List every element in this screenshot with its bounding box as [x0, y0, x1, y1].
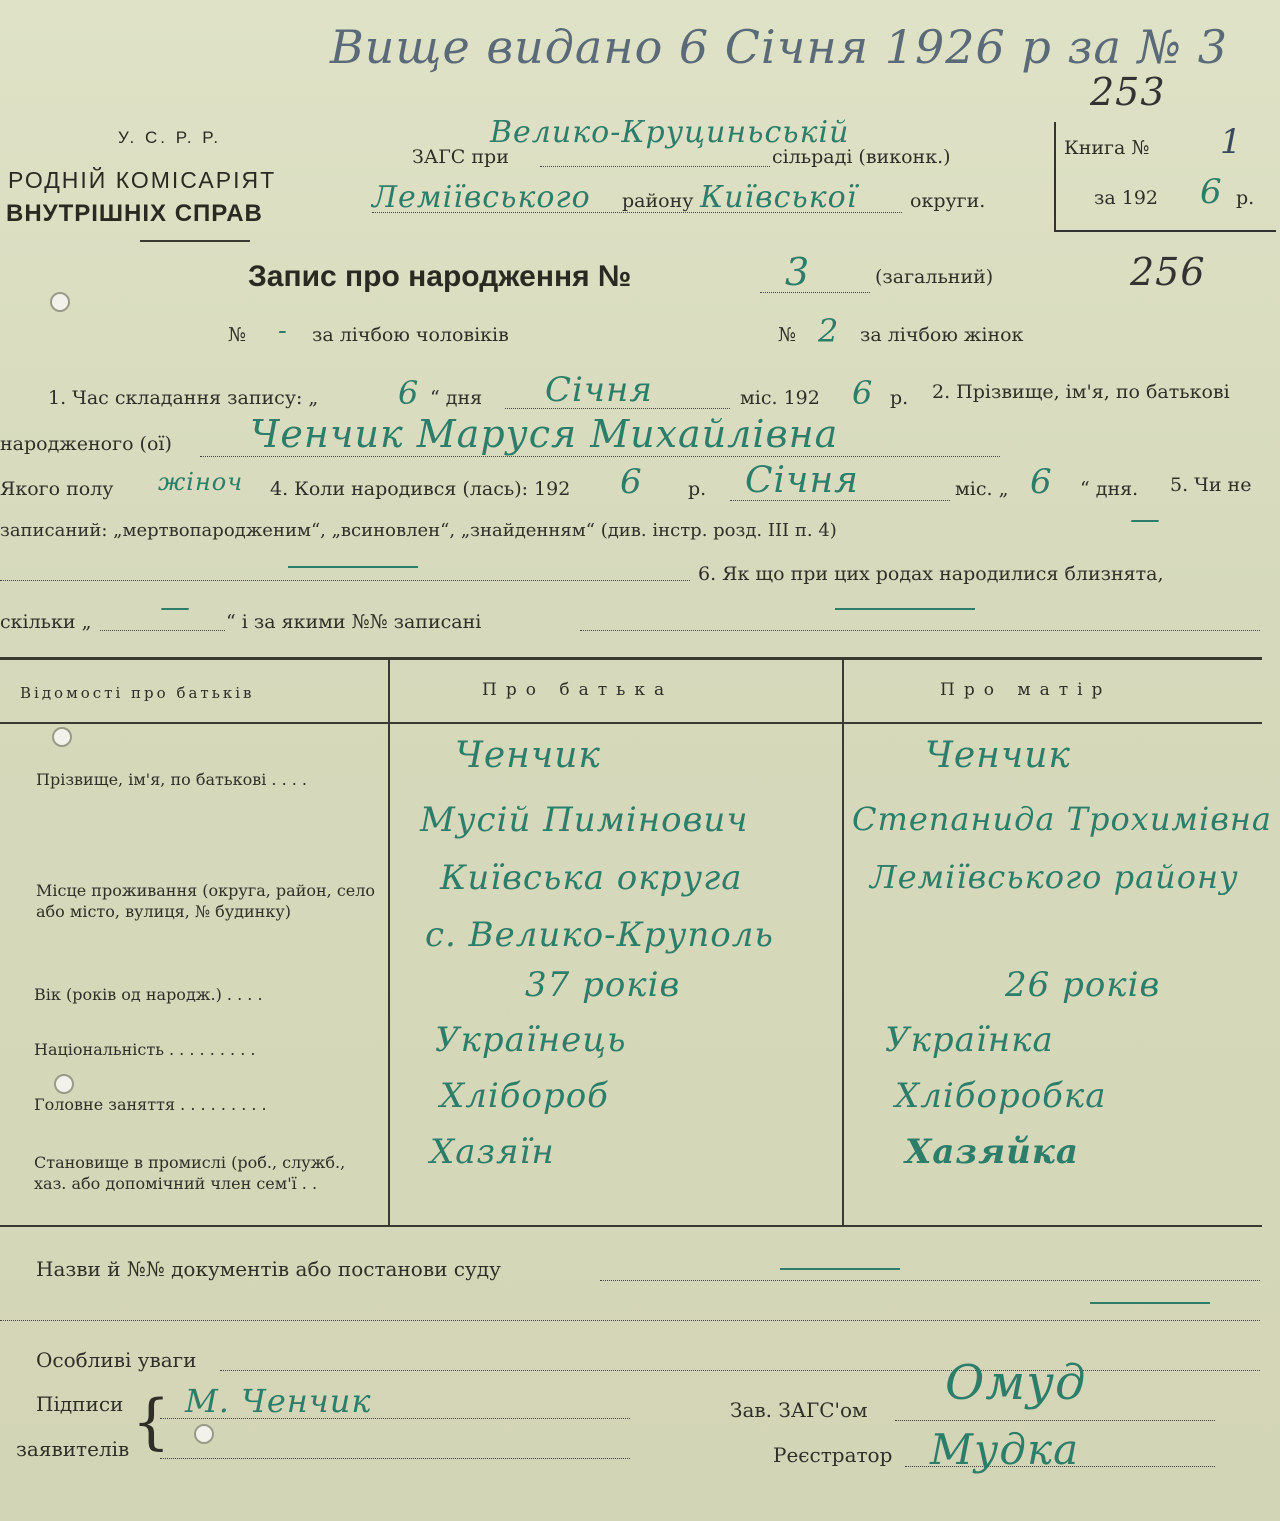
col-head-mother: Про матір [940, 680, 1112, 700]
book-year-digit: 6 [1200, 172, 1223, 212]
top-handwritten-note: Вище видано 6 Січня 1926 р за № 3 [330, 20, 1229, 74]
field6-fill-line [100, 630, 225, 631]
head-signature: Омуд [945, 1355, 1087, 1411]
col-head-parents: Відомості про батьків [20, 684, 255, 702]
mother-occupation: Хліборобка [895, 1076, 1107, 1116]
book-year-suffix: р. [1236, 187, 1255, 209]
field6-cont-a: скільки „ [0, 611, 92, 633]
zags-prefix: ЗАГС при [412, 146, 509, 168]
okrug-label: округи. [910, 190, 986, 212]
field3-label: Якого полу [0, 478, 114, 500]
applicant-signature: М. Ченчик [185, 1382, 372, 1420]
row-label-occupation: Головне заняття . . . . . . . . . [34, 1095, 267, 1114]
field1-month: Січня [545, 370, 653, 410]
field5-dash [288, 566, 418, 568]
table-top-rule [0, 657, 1262, 660]
applicant-line-2 [160, 1458, 630, 1459]
mother-surname: Ченчик [925, 735, 1071, 776]
field1-month-line [505, 408, 730, 409]
col-head-father: Про батька [482, 680, 674, 700]
father-nationality: Українець [435, 1020, 627, 1060]
commissariat-line1: РОДНІЙ КОМІСАРІЯТ [8, 167, 277, 193]
child-name: Ченчик Маруся Михайлівна [250, 412, 839, 456]
father-name: Мусій Пимінович [420, 800, 749, 840]
field1-label: 1. Час складання запису: „ [48, 387, 319, 409]
punch-hole [194, 1424, 214, 1444]
signatures-label-1: Підписи [36, 1392, 124, 1416]
birth-day-label: “ дня. [1080, 478, 1139, 500]
table-head-rule [0, 722, 1262, 724]
documents-label: Назви й №№ документів або постанови суду [36, 1257, 501, 1281]
record-general: (загальний) [875, 266, 994, 288]
documents-dash [780, 1268, 900, 1270]
district-label: району [622, 190, 694, 212]
row-label-nationality: Національність . . . . . . . . . [34, 1040, 256, 1059]
field1-day-label: “ дня [430, 387, 483, 409]
zags-suffix: сільраді (виконк.) [772, 146, 951, 168]
documents-line-2 [0, 1320, 1260, 1321]
record-number-line [760, 292, 870, 293]
record-title: Запис про народження № [248, 260, 632, 293]
village-council-hand: Велико-Круциньській [490, 115, 850, 150]
female-count-label: за лічбою жінок [860, 324, 1024, 346]
father-age: 37 років [525, 965, 681, 1005]
child-name-line [200, 456, 1000, 457]
documents-line [600, 1280, 1260, 1281]
punch-hole [50, 292, 70, 312]
head-line [895, 1420, 1215, 1421]
birth-month-label: міс. „ [955, 478, 1009, 500]
field1-month-label: міс. 192 [740, 387, 820, 409]
mother-name: Степанида Трохимівна [852, 800, 1272, 838]
sex-value: жіноч [158, 468, 244, 496]
birth-month-line [730, 500, 950, 501]
field1-year: 6 [852, 374, 874, 412]
field5-fill-line [0, 580, 690, 581]
mother-age: 26 років [1005, 965, 1161, 1005]
punch-hole [54, 1074, 74, 1094]
commissariat-line2: ВНУТРІШНІХ СПРАВ [6, 200, 263, 227]
registrar-signature: Мудка [930, 1425, 1080, 1474]
district-fill-line [372, 212, 902, 213]
district-hand: Леміївського [372, 180, 591, 215]
field5-label: 5. Чи не [1170, 474, 1252, 496]
ussr-label: У. С. Р. Р. [118, 128, 222, 147]
father-surname: Ченчик [455, 735, 601, 776]
zags-fill-line [540, 166, 770, 167]
birth-day: 6 [1030, 462, 1053, 502]
female-count-value: 2 [818, 312, 840, 350]
field2-label: 2. Прізвище, ім'я, по батькові [932, 381, 1230, 403]
father-position: Хазяїн [430, 1132, 555, 1172]
father-residence-1: Київська округа [440, 858, 743, 898]
father-residence-2: с. Велико-Круполь [425, 915, 774, 955]
field6-label: 6. Як що при цих родах народилися близнята, [698, 563, 1164, 585]
field6-trail-line [580, 630, 1260, 631]
mother-position: Хазяйка [905, 1132, 1079, 1172]
row-label-age: Вік (років од народж.) . . . . [34, 985, 263, 1004]
field4-label: 4. Коли народився (лась): 192 [270, 478, 571, 500]
remarks-label: Особливі уваги [36, 1348, 197, 1372]
female-count-prefix: № [778, 324, 796, 346]
applicant-line-1 [160, 1418, 630, 1419]
table-col-divider-2 [842, 660, 844, 1225]
row-label-residence: Місце проживання (округа, район, село або місто, вулиця, № будинку) [36, 881, 376, 921]
field5-value: — [1130, 502, 1161, 537]
field6-cont-b: “ і за якими №№ записані [226, 611, 482, 633]
remarks-line [220, 1370, 1260, 1371]
remarks-dash [1090, 1302, 1210, 1304]
male-count-label: за лічбою чоловіків [312, 324, 509, 346]
book-label: Книга № [1064, 137, 1150, 159]
header-rule [140, 240, 250, 242]
birth-year-suffix: р. [688, 478, 707, 500]
signatures-brace: { [132, 1387, 171, 1457]
mother-residence: Леміївського району [870, 858, 1239, 896]
father-occupation: Хлібороб [440, 1076, 609, 1116]
table-col-divider-1 [388, 660, 390, 1225]
birth-year: 6 [620, 462, 643, 502]
field5-cont: записаний: „мертвопародженим“, „всиновлен“, „знайденням“ (див. інстр. розд. III п. 4) [0, 520, 837, 541]
record-number: 3 [785, 250, 811, 294]
birth-month: Січня [745, 460, 860, 501]
row-label-position: Становище в промислі (роб., служб., хаз. або допомічний член сем'ї . . [34, 1153, 346, 1193]
row-label-name: Прізвище, ім'я, по батькові . . . . [36, 770, 308, 789]
field1-suffix: р. [890, 387, 909, 409]
book-number: 1 [1220, 122, 1243, 162]
head-label: Зав. ЗАГС'ом [730, 1398, 868, 1422]
field1-day: 6 [398, 374, 420, 412]
okrug-hand: Київської [700, 180, 858, 215]
punch-hole [52, 727, 72, 747]
book-year-label: за 192 [1094, 187, 1158, 209]
mother-nationality: Українка [885, 1020, 1054, 1060]
top-page-number: 253 [1090, 70, 1166, 114]
field2-cont: народженого (ої) [0, 433, 172, 455]
registrar-label: Реєстратор [773, 1443, 893, 1467]
signatures-label-2: заявителів [16, 1437, 130, 1461]
field6-value: — [160, 590, 191, 625]
male-count-value: - [278, 316, 288, 346]
field6-dash [835, 608, 975, 610]
right-page-number: 256 [1130, 250, 1206, 294]
male-count-prefix: № [228, 324, 246, 346]
table-bottom-rule [0, 1225, 1262, 1227]
